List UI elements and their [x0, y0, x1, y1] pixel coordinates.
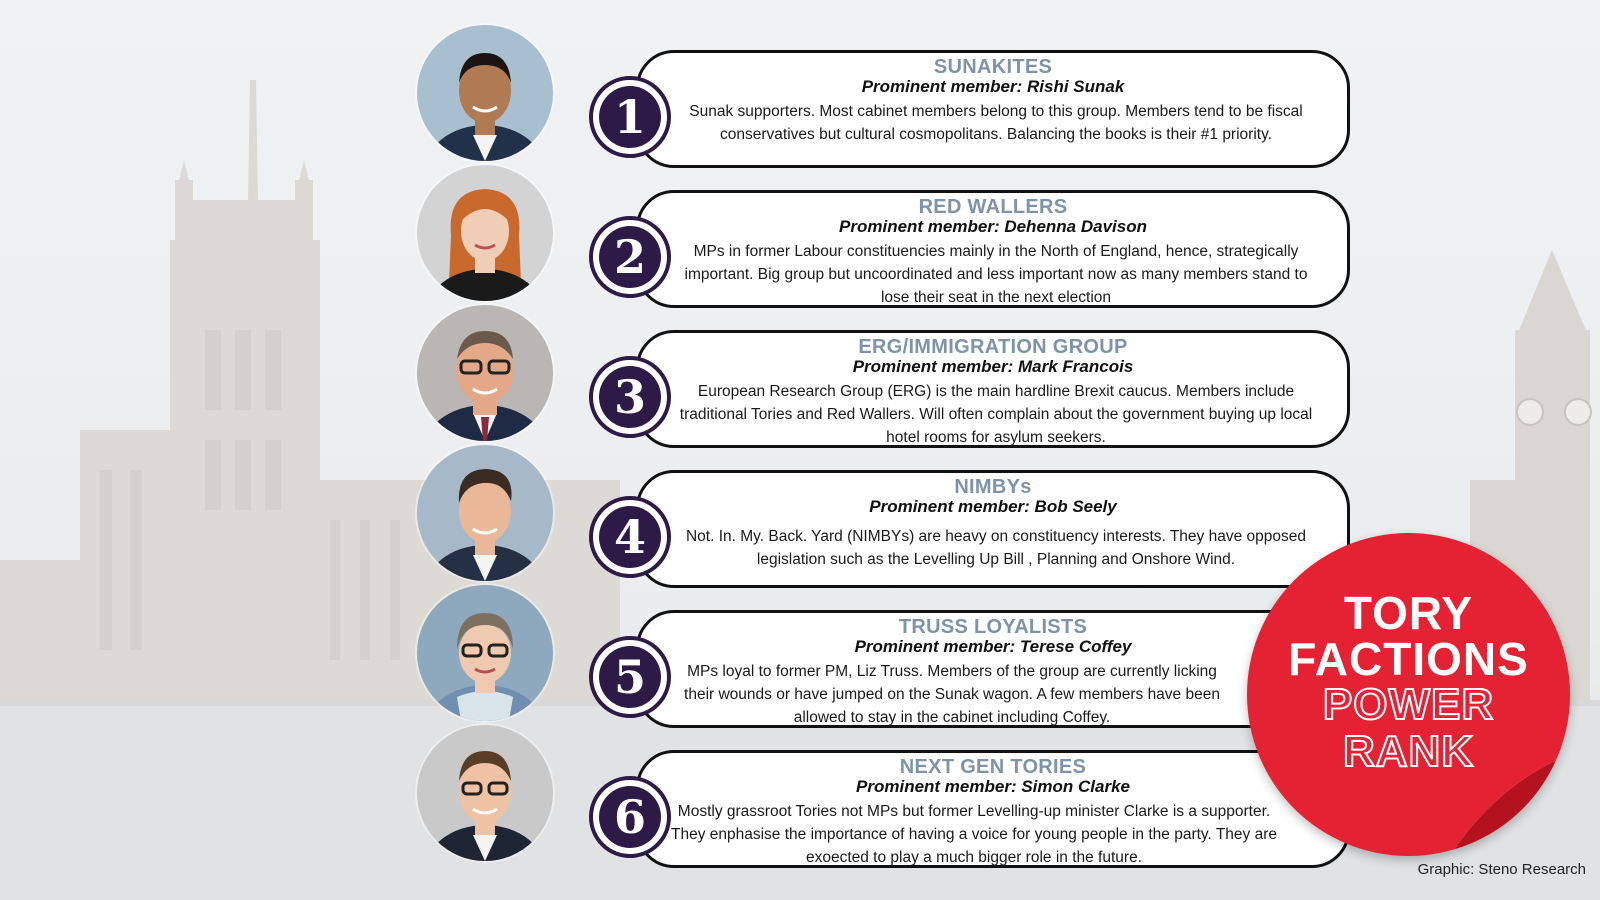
rank-number: 6 [599, 786, 661, 848]
faction-member: Prominent member: Simon Clarke [856, 777, 1130, 796]
rank-number: 1 [599, 86, 661, 148]
faction-title: TRUSS LOYALISTS [898, 616, 1088, 638]
rank-badge-6 [589, 776, 671, 858]
faction-card-1 [636, 50, 1350, 168]
rank-number: 3 [599, 366, 661, 428]
faction-title: SUNAKITES [933, 56, 1053, 78]
portrait-simon-clarke [417, 725, 553, 861]
faction-description: Mostly grassroot Tories not MPs but former Levelling-up minister Clarke is a supporter. They enphasise the importance of having a voice for young people in the party. They are exoected to play a much bigger role in the future. [670, 803, 1278, 866]
faction-member: Prominent member: Rishi Sunak [861, 77, 1125, 96]
rank-number: 4 [599, 506, 661, 568]
portrait-mark-francois [417, 305, 553, 441]
sticker-line-2: FACTIONS [1288, 633, 1529, 685]
faction-card-4 [636, 470, 1350, 588]
faction-title: NEXT GEN TORIES [899, 756, 1087, 778]
sticker-line-3: POWER [1322, 680, 1495, 729]
faction-row-3 [0, 305, 1600, 446]
faction-description: European Research Group (ERG) is the main hardline Brexit caucus. Members include traditional Tories and Red Wallers. Will often complain about the government buying up local hotel rooms for asylum seekers. [679, 383, 1313, 446]
title-sticker [1247, 533, 1570, 856]
rank-number: 2 [599, 226, 661, 288]
rank-badge-1 [589, 76, 671, 158]
rank-badge-2 [589, 216, 671, 298]
faction-title: ERG/IMMIGRATION GROUP [858, 336, 1128, 358]
rank-badge-5 [589, 636, 671, 718]
faction-description: Not. In. My. Back. Yard (NIMBYs) are heavy on constituency interests. They have opposed legislation such as the Levelling Up Bill , Planning and Onshore Wind. [685, 528, 1306, 568]
faction-card-2 [636, 190, 1350, 308]
faction-title: RED WALLERS [918, 196, 1068, 218]
faction-description: MPs loyal to former PM, Liz Truss. Members of the group are currently licking their wounds or have jumped on the Sunak wagon. A few members have been allowed to stay in the cabinet including Coffey. [684, 663, 1220, 726]
portrait-bob-seely [417, 445, 553, 581]
faction-member: Prominent member: Bob Seely [869, 497, 1117, 516]
rank-number: 5 [599, 646, 661, 708]
faction-row-1 [0, 25, 1600, 160]
portrait-dehenna-davison [417, 165, 553, 301]
faction-member: Prominent member: Mark Francois [852, 357, 1134, 376]
faction-description: Sunak supporters. Most cabinet members belong to this group. Members tend to be fiscal conservatives but cultural cosmopolitans. Balancing the books is their #1 priority. [689, 103, 1303, 143]
portrait-terese-coffey [417, 585, 553, 721]
portrait-rishi-sunak [417, 25, 553, 161]
sticker-line-4: RANK [1342, 727, 1475, 776]
sticker-peel-corner [1436, 742, 1570, 856]
faction-card-5 [636, 610, 1350, 728]
faction-description: MPs in former Labour constituencies mainly in the North of England, hence, strategically important. Big group but uncoordinated and less important now as many members stand to lose their seat in the next election [684, 243, 1308, 306]
rank-badge-4 [589, 496, 671, 578]
sticker-line-1: TORY [1343, 587, 1474, 639]
graphic-credit: Graphic: Steno Research [1417, 861, 1586, 878]
faction-title: NIMBYs [954, 476, 1032, 498]
faction-card-3 [636, 330, 1350, 448]
rank-badge-3 [589, 356, 671, 438]
faction-member: Prominent member: Terese Coffey [854, 637, 1132, 656]
faction-member: Prominent member: Dehenna Davison [839, 217, 1147, 236]
faction-row-2 [0, 165, 1600, 306]
faction-card-6 [636, 750, 1350, 868]
